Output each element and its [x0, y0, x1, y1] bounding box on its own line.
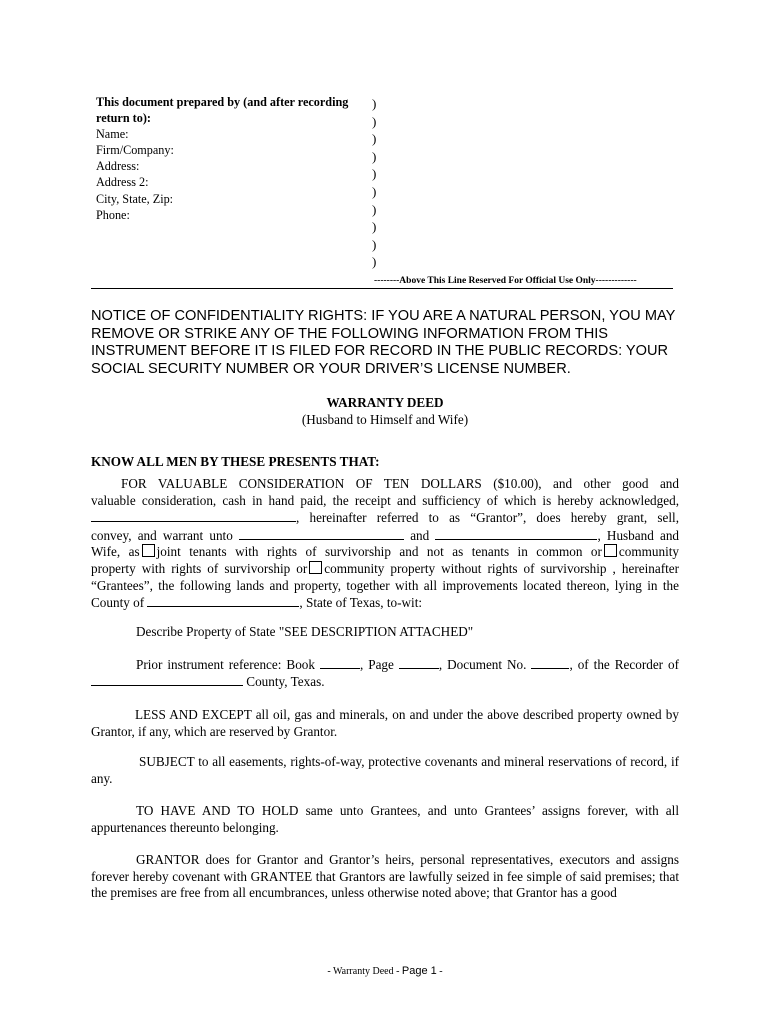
p1-line-5c: community: [618, 544, 679, 560]
official-use-divider: [91, 288, 673, 289]
prior-instrument-line: [136, 656, 679, 674]
p1-line-4c: , Husband and: [597, 527, 680, 543]
p1-line-8a: County of: [91, 595, 145, 611]
address-field-label: Address:: [96, 159, 140, 174]
p1-line-6b: community property without rights of survivorship , hereinafter: [324, 560, 680, 576]
return-to-label: return to):: [96, 111, 151, 126]
community-property-without-survivorship-checkbox[interactable]: [309, 561, 322, 574]
p1-line-3: , hereinafter referred to as “Grantor”, does hereby grant, sell,: [296, 510, 679, 526]
grantor-name-blank[interactable]: [91, 509, 296, 522]
p1-line-4a: convey, and warrant unto: [91, 527, 233, 543]
paren: ): [372, 201, 377, 217]
grantor-covenant-paragraph: [91, 852, 679, 902]
paren-column: [372, 95, 384, 271]
official-use-line-label: --------Above This Line Reserved For Official Use Only-------------: [374, 276, 637, 286]
to-have-and-hold-paragraph: [91, 803, 679, 836]
paren: ): [372, 96, 377, 111]
deed-subtitle: (Husband to Himself and Wife): [301, 412, 469, 427]
footer-tail: -: [439, 966, 443, 977]
to-have-and-hold-text: TO HAVE AND TO HOLD same unto Grantees, and unto Grantees’ assigns forever, with all appurtenances thereunto belonging.: [91, 803, 679, 835]
grantee-wife-blank[interactable]: [435, 527, 597, 540]
page-footer: [0, 965, 770, 977]
less-and-except-text: LESS AND EXCEPT all oil, gas and minerals, on and under the above described property owned by Grantor, if any, which are reserved by Grantor.: [91, 707, 679, 739]
p1-line-5b: joint tenants with rights of survivorship and not as tenants in common or: [156, 544, 602, 560]
address2-field-label: Address 2:: [96, 175, 149, 190]
prepared-by-label: This document prepared by (and after recording: [96, 95, 349, 109]
community-property-with-survivorship-checkbox[interactable]: [604, 544, 617, 557]
subject-to-text: SUBJECT to all easements, rights-of-way, protective covenants and mineral reservations of record, if any.: [91, 754, 679, 786]
paren: ): [372, 183, 377, 199]
prepared-by-block: [96, 94, 376, 223]
prior-instrument-county-line: [91, 673, 679, 691]
document-no-label: , Document No.: [438, 657, 527, 672]
firm-field-label: Firm/Company:: [96, 143, 174, 158]
county-blank[interactable]: [147, 594, 299, 607]
p1-line-7: “Grantees”, the following lands and property, together with all improvements located thereon, lying in the: [91, 577, 679, 593]
p1-line-5a: Wife, as: [91, 544, 140, 560]
p1-line-4b: and: [410, 527, 430, 543]
confidentiality-notice: NOTICE OF CONFIDENTIALITY RIGHTS: IF YOU ARE A NATURAL PERSON, YOU MAY REMOVE OR STRIKE ANY OF THE FOLLOWING INFORMATION FROM THIS INSTRUMENT BEFORE IT IS FILED FOR RECORD IN THE PUBLIC RECORDS: YOUR SOCIAL SECURITY NUMBER OR YOUR DRIVER’S LICENSE NUMBER.: [91, 308, 676, 377]
know-all-heading: KNOW ALL MEN BY THESE PRESENTS THAT:: [91, 454, 380, 469]
prior-ref-label: Prior instrument reference: Book: [136, 657, 315, 672]
paren: ): [372, 236, 377, 252]
page-label: , Page: [359, 657, 394, 672]
grantee-husband-blank[interactable]: [239, 527, 404, 540]
paren: ): [372, 254, 377, 270]
subject-to-paragraph: [91, 754, 679, 787]
page-blank[interactable]: [399, 656, 439, 669]
consideration-paragraph: [91, 476, 679, 612]
city-state-zip-field-label: City, State, Zip:: [96, 191, 174, 206]
p1-line-2: valuable consideration, cash in hand paid, the receipt and sufficiency of which is hereby acknowledged,: [91, 492, 679, 508]
name-field-label: Name:: [96, 127, 129, 142]
paren: ): [372, 131, 377, 147]
paren: ): [372, 166, 377, 182]
paren: ): [372, 148, 377, 164]
page-number: Page 1: [401, 965, 437, 977]
deed-title: WARRANTY DEED: [326, 395, 444, 410]
footer-label: - Warranty Deed -: [327, 966, 400, 977]
recorder-county-blank[interactable]: [91, 673, 243, 686]
joint-tenants-checkbox[interactable]: [142, 544, 155, 557]
grantor-covenant-text: GRANTOR does for Grantor and Grantor’s heirs, personal representatives, executors and assigns forever hereby covenant with GRANTEE that Grantors are lawfully seized in fee simple of said premises; that the premises are free from all encumbrances, unless otherwise noted above; that Grantor has a good: [91, 852, 679, 901]
p1-line-1: FOR VALUABLE CONSIDERATION OF TEN DOLLARS ($10.00), and other good and: [121, 476, 679, 491]
paren: ): [372, 113, 377, 129]
less-and-except-paragraph: [91, 707, 679, 740]
document-no-blank[interactable]: [531, 656, 569, 669]
property-description: Describe Property of State "SEE DESCRIPTION ATTACHED": [136, 624, 474, 639]
book-blank[interactable]: [320, 656, 360, 669]
county-texas-label: County, Texas.: [246, 674, 325, 689]
p1-line-8b: , State of Texas, to-wit:: [299, 595, 423, 611]
p1-line-6a: property with rights of survivorship or: [91, 560, 308, 576]
phone-field-label: Phone:: [96, 207, 130, 222]
deed-title-block: [91, 394, 679, 428]
paren: ): [372, 219, 377, 235]
recorder-label: , of the Recorder of: [569, 657, 680, 672]
